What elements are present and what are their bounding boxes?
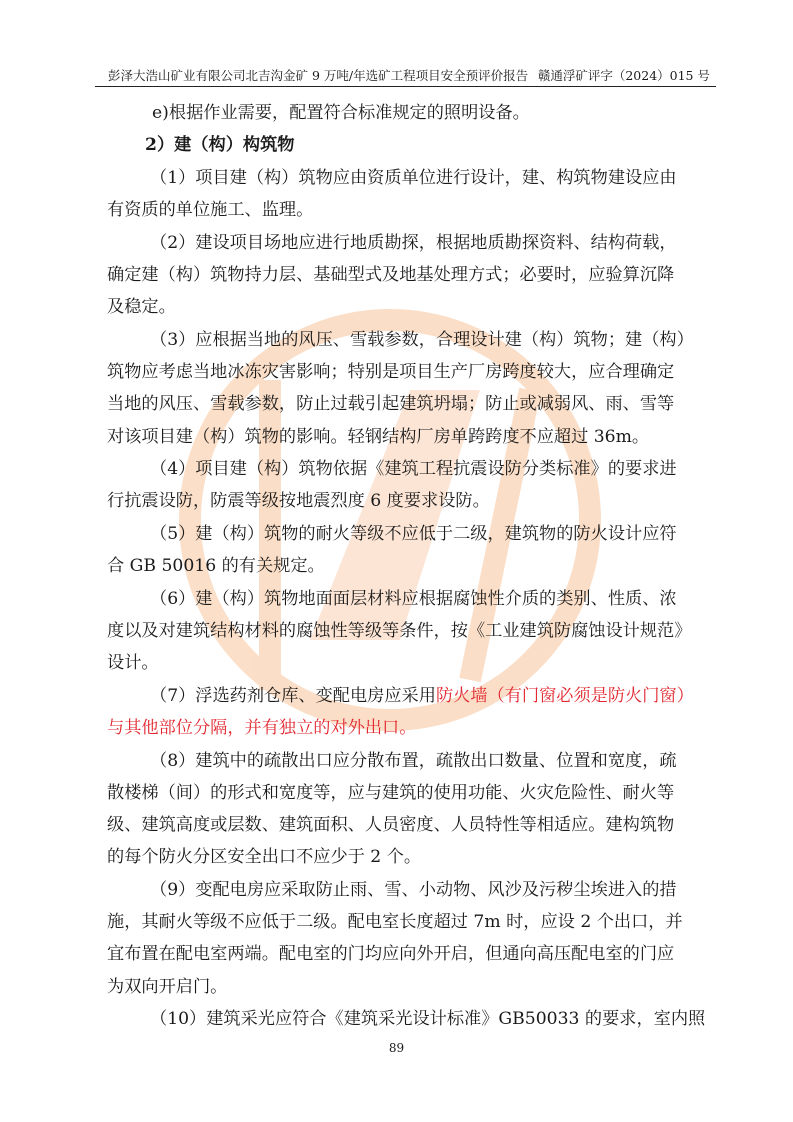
text-line: （6）建（构）筑物地面面层材料应根据腐蚀性介质的类别、性质、浓 (150, 589, 677, 609)
text-line: 当地的风压、雪载参数，防止过载引起建筑坍塌；防止或减弱风、雨、雪等 (107, 394, 675, 414)
text-line: （1）项目建（构）筑物应由资质单位进行设计，建、构筑物建设应由 (150, 168, 677, 188)
page-header (95, 62, 716, 87)
text-line: 的每个防火分区安全出口不应少于 2 个。 (107, 847, 422, 867)
text-line: （9）变配电房应采取防止雨、雪、小动物、风沙及污秽尘埃进入的措 (150, 880, 677, 900)
text-line: （4）项目建（构）筑物依据《建筑工程抗震设防分类标准》的要求进 (150, 459, 677, 479)
text-line: 行抗震设防，防震等级按地震烈度 6 度要求设防。 (107, 491, 490, 511)
header-report-number: 赣通浮矿评字（2024）015 号 (537, 68, 710, 83)
text-line: 确定建（构）筑物持力层、基础型式及地基处理方式；必要时，应验算沉降 (107, 265, 675, 285)
text-line: 及稳定。 (107, 297, 176, 317)
text-normal: （7）浮选药剂仓库、变配电房应采用 (150, 686, 436, 706)
text-line: 设计。 (107, 653, 159, 673)
page-number: 89 (388, 1041, 405, 1055)
text-line: （5）建（构）筑物的耐火等级不应低于二级，建筑物的防火设计应符 (150, 524, 677, 544)
text-line: （8）建筑中的疏散出口应分散布置，疏散出口数量、位置和宽度，疏 (150, 751, 677, 771)
text-line: 施，其耐火等级不应低于二级。配电室长度超过 7m 时，应设 2 个出口，并 (107, 912, 683, 932)
text-highlight: 与其他部位分隔，并有独立的对外出口。 (107, 718, 417, 738)
section-heading: 2）建（构）构筑物 (145, 135, 295, 155)
header-report-title: 彭泽大浩山矿业有限公司北吉沟金矿 9 万吨/年选矿工程项目安全预评价报告 (108, 68, 529, 83)
text-line: 散楼梯（间）的形式和宽度等，应与建筑的使用功能、火灾危险性、耐火等 (107, 783, 675, 803)
text-highlight: 防火墙（有门窗必须是防火门窗） (435, 686, 694, 706)
text-line: 合 GB 50016 的有关规定。 (107, 556, 325, 576)
text-line-item-7 (150, 685, 694, 707)
text-line: 宜布置在配电室两端。配电室的门均应向外开启，但通向高压配电室的门应 (107, 944, 675, 964)
text-line: （2）建设项目场地应进行地质勘探，根据地质勘探资料、结构荷载， (150, 233, 677, 253)
text-line: （10）建筑采光应符合《建筑采光设计标准》GB50033 的要求，室内照 (150, 1009, 706, 1029)
text-line: 为双向开启门。 (107, 977, 228, 997)
text-line: 级、建筑高度或层数、建筑面积、人员密度、人员特性等相适应。建构筑物 (107, 815, 675, 835)
text-line: 度以及对建筑结构材料的腐蚀性等级等条件，按《工业建筑防腐蚀设计规范》 (107, 621, 692, 641)
text-line: 筑物应考虑当地冰冻灾害影响；特别是项目生产厂房跨度较大，应合理确定 (107, 362, 675, 382)
text-line: 有资质的单位施工、监理。 (107, 200, 314, 220)
text-line: 对该项目建（构）筑物的影响。轻钢结构厂房单跨跨度不应超过 36m。 (107, 427, 650, 447)
text-line: e)根据作业需要，配置符合标准规定的照明设备。 (152, 103, 530, 123)
text-line: （3）应根据当地的风压、雪载参数，合理设计建（构）筑物；建（构） (150, 330, 694, 350)
